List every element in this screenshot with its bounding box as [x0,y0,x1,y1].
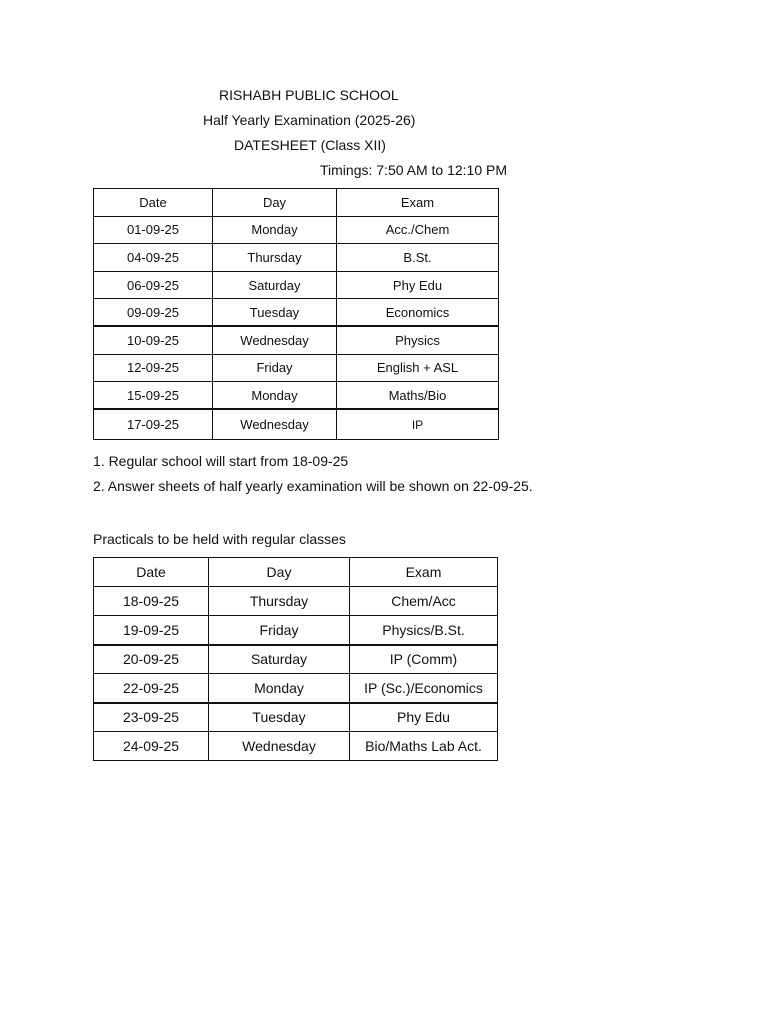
table-row [94,645,498,674]
exam-title: Half Yearly Examination (2025-26) [203,112,416,128]
table-row [94,244,499,272]
timings: Timings: 7:50 AM to 12:10 PM [320,162,508,178]
header-exam: Exam [337,189,499,217]
header-date: Date [94,558,209,587]
cell-day: Saturday [213,271,337,299]
table-row [94,409,499,439]
header-date: Date [94,189,213,217]
cell-day: Thursday [213,244,337,272]
table-row [94,616,498,645]
table-row [94,382,499,410]
cell-date: 23-09-25 [94,703,209,732]
cell-exam: Phy Edu [350,703,498,732]
note-answer-sheets: 2. Answer sheets of half yearly examination will be shown on 22-09-25. [93,478,533,494]
table-row [94,674,498,703]
cell-date: 01-09-25 [94,216,213,244]
cell-exam: B.St. [337,244,499,272]
cell-exam: Chem/Acc [350,587,498,616]
cell-day: Saturday [209,645,350,674]
table-row [94,216,499,244]
header-exam: Exam [350,558,498,587]
cell-exam: Economics [337,299,499,327]
cell-date: 22-09-25 [94,674,209,703]
table-row [94,587,498,616]
cell-date: 10-09-25 [94,326,213,354]
cell-exam: IP (Sc.)/Economics [350,674,498,703]
cell-exam: IP [337,409,499,439]
cell-date: 19-09-25 [94,616,209,645]
cell-date: 18-09-25 [94,587,209,616]
cell-date: 04-09-25 [94,244,213,272]
practicals-table [93,557,498,761]
cell-date: 06-09-25 [94,271,213,299]
cell-exam: Maths/Bio [337,382,499,410]
exam-datesheet-table [93,188,499,440]
practicals-heading: Practicals to be held with regular classes [93,531,346,547]
cell-day: Monday [213,216,337,244]
cell-day: Friday [213,354,337,382]
header-day: Day [213,189,337,217]
table-row [94,271,499,299]
header-day: Day [209,558,350,587]
cell-day: Wednesday [213,409,337,439]
note-regular-school: 1. Regular school will start from 18-09-25 [93,453,349,469]
cell-date: 09-09-25 [94,299,213,327]
cell-day: Wednesday [213,326,337,354]
table-header-row [94,558,498,587]
cell-exam: Physics/B.St. [350,616,498,645]
table-row [94,326,499,354]
cell-date: 20-09-25 [94,645,209,674]
cell-date: 17-09-25 [94,409,213,439]
cell-day: Monday [213,382,337,410]
cell-day: Wednesday [209,732,350,761]
table-row [94,354,499,382]
cell-exam: Physics [337,326,499,354]
cell-date: 12-09-25 [94,354,213,382]
cell-day: Friday [209,616,350,645]
cell-date: 15-09-25 [94,382,213,410]
datesheet-title: DATESHEET (Class XII) [234,137,386,153]
table-row [94,703,498,732]
cell-exam: Acc./Chem [337,216,499,244]
table-row [94,299,499,327]
cell-exam: Phy Edu [337,271,499,299]
cell-day: Thursday [209,587,350,616]
cell-day: Tuesday [213,299,337,327]
cell-exam: Bio/Maths Lab Act. [350,732,498,761]
school-name: RISHABH PUBLIC SCHOOL [219,87,399,103]
cell-date: 24-09-25 [94,732,209,761]
cell-day: Tuesday [209,703,350,732]
cell-exam: English + ASL [337,354,499,382]
table-row [94,732,498,761]
table-header-row [94,189,499,217]
cell-exam: IP (Comm) [350,645,498,674]
cell-day: Monday [209,674,350,703]
